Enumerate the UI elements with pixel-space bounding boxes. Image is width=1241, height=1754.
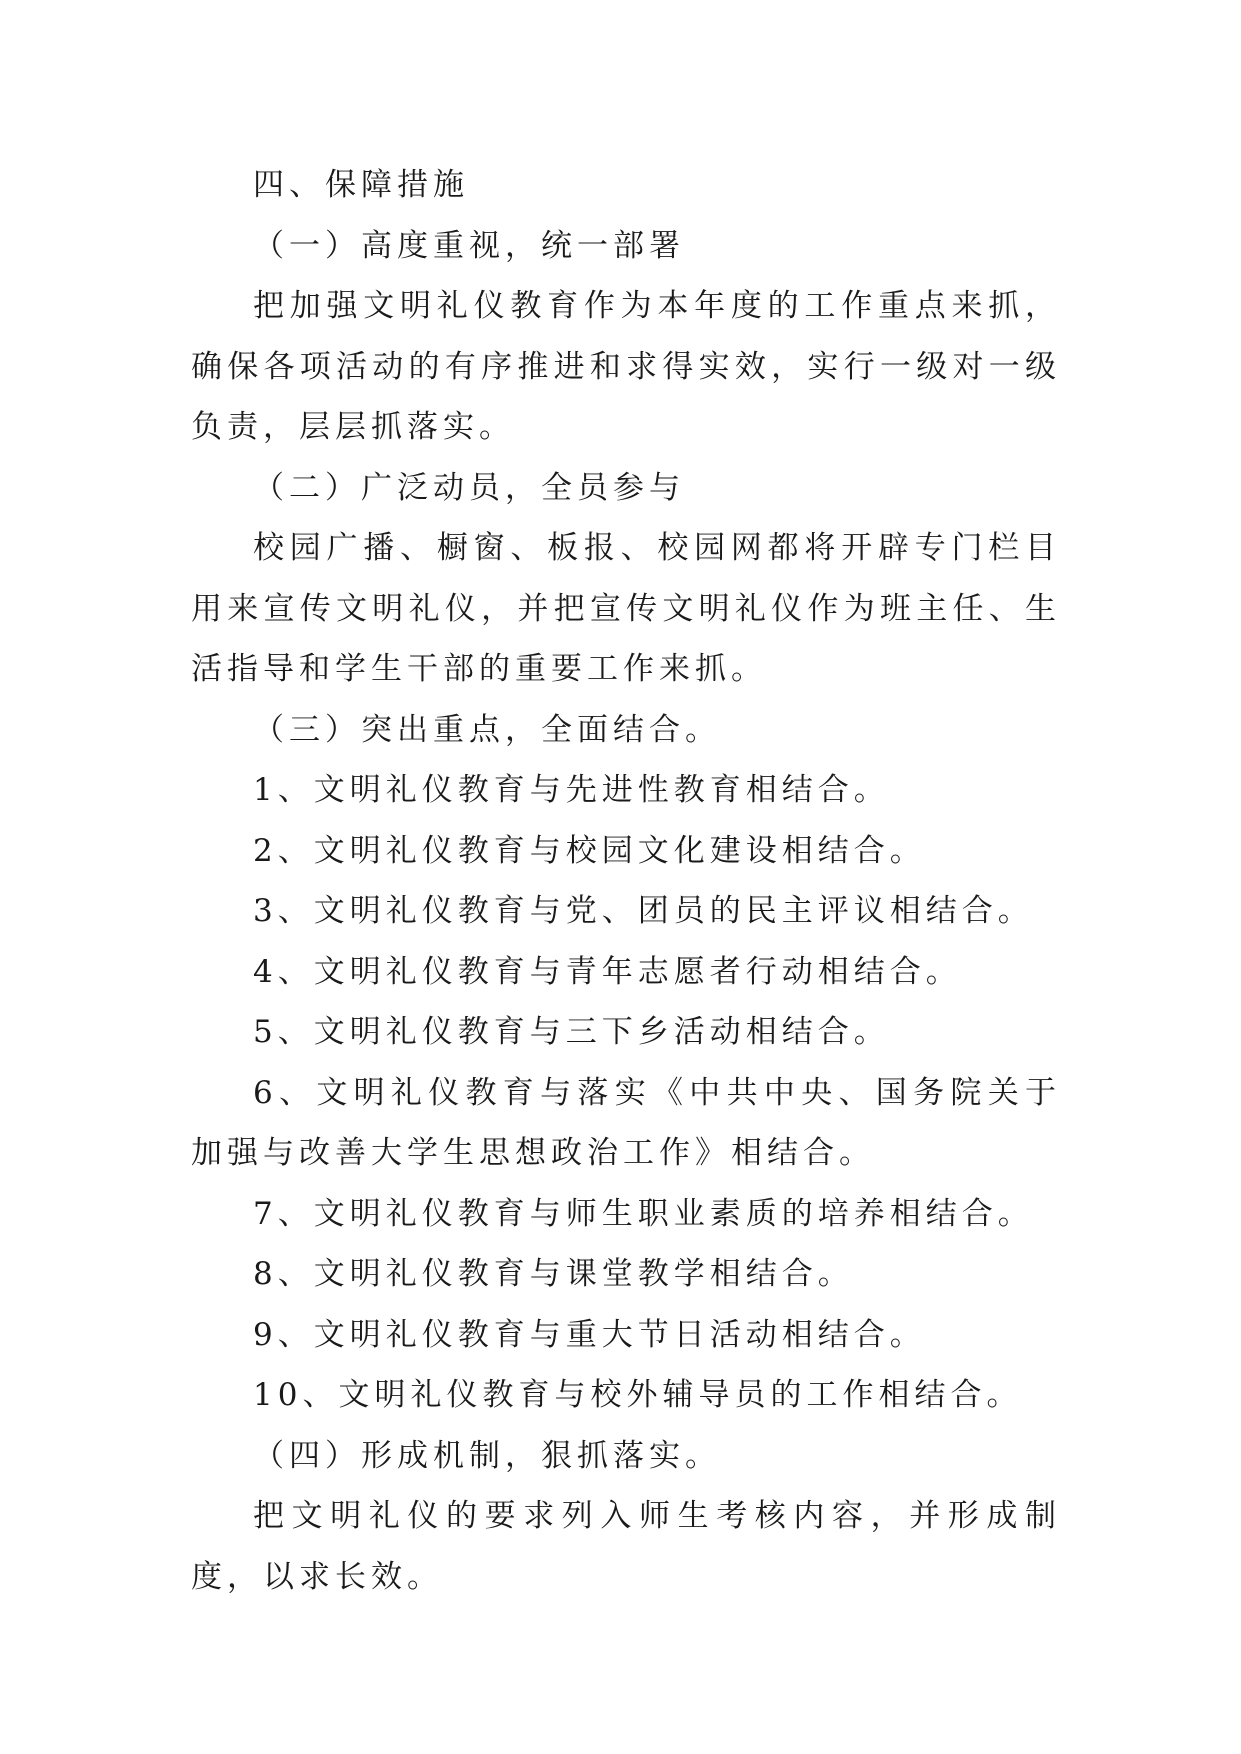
list-item: 1、文明礼仪教育与先进性教育相结合。 xyxy=(253,772,890,808)
subsection-heading-4: （四）形成机制，狠抓落实。 xyxy=(253,1437,721,1474)
list-item: 8、文明礼仪教育与课堂教学相结合。 xyxy=(253,1256,854,1292)
list-item: 3、文明礼仪教育与党、团员的民主评议相结合。 xyxy=(253,893,1034,929)
section-title: 四、保障措施 xyxy=(253,167,469,203)
list-item: 7、文明礼仪教育与师生职业素质的培养相结合。 xyxy=(253,1195,1034,1232)
list-item: 6、文明礼仪教育与落实《中共中央、国务院关于加强与改善大学生思想政治工作》相结合。 xyxy=(191,1074,1061,1171)
subsection-heading-2: （二）广泛动员，全员参与 xyxy=(253,469,685,506)
document-body xyxy=(191,155,1061,1607)
list-item: 4、文明礼仪教育与青年志愿者行动相结合。 xyxy=(253,953,962,990)
paragraph-4: 把文明礼仪的要求列入师生考核内容，并形成制度，以求长效。 xyxy=(191,1498,1061,1595)
paragraph-2: 校园广播、橱窗、板报、校园网都将开辟专门栏目用来宣传文明礼仪，并把宣传文明礼仪作为班主任、生活指导和学生干部的重要工作来抓。 xyxy=(191,530,1061,687)
paragraph-1: 把加强文明礼仪教育作为本年度的工作重点来抓，确保各项活动的有序推进和求得实效，实行一级对一级负责，层层抓落实。 xyxy=(191,288,1061,445)
list-item: 5、文明礼仪教育与三下乡活动相结合。 xyxy=(253,1014,890,1050)
list-item: 9、文明礼仪教育与重大节日活动相结合。 xyxy=(253,1316,926,1353)
list-item: 2、文明礼仪教育与校园文化建设相结合。 xyxy=(253,832,926,869)
subsection-heading-3: （三）突出重点，全面结合。 xyxy=(253,711,721,748)
subsection-heading-1: （一）高度重视，统一部署 xyxy=(253,227,685,264)
list-item: 10、文明礼仪教育与校外辅导员的工作相结合。 xyxy=(253,1377,1023,1413)
